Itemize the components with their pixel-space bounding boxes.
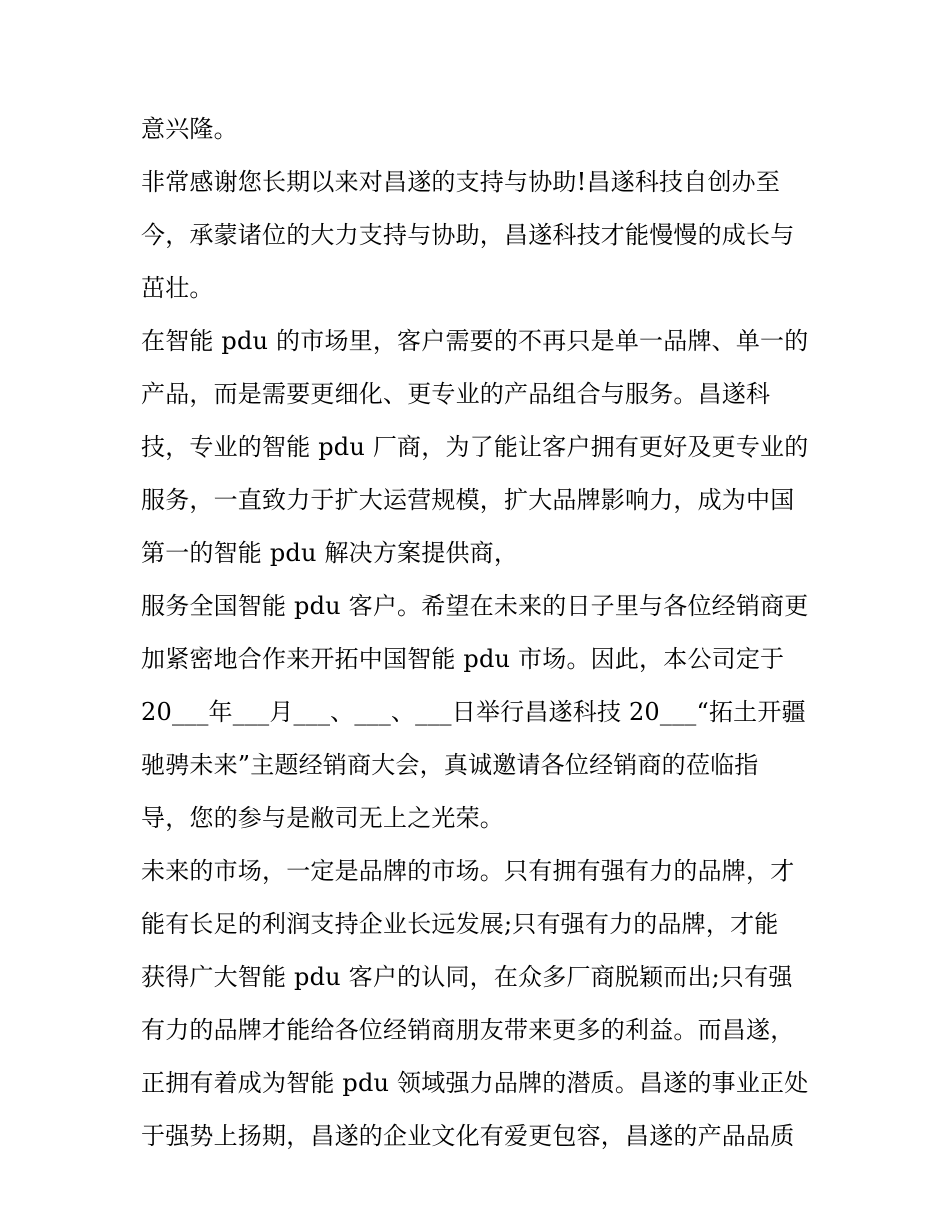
text-line: 未来的市场，一定是品牌的市场。只有拥有强有力的品牌，才 bbox=[141, 857, 795, 885]
text-line: 有力的品牌才能给各位经销商朋友带来更多的利益。而昌遂， bbox=[141, 1016, 795, 1044]
text-line: 能有长足的利润支持企业长远发展;只有强有力的品牌，才能 bbox=[141, 910, 779, 938]
text-line: 驰骋未来”主题经销商大会，真诚邀请各位经销商的莅临指 bbox=[141, 751, 759, 779]
text-line: 正拥有着成为智能 pdu 领域强力品牌的潜质。昌遂的事业正处 bbox=[141, 1069, 809, 1097]
document-page bbox=[141, 103, 821, 1163]
text-line: 第一的智能 pdu 解决方案提供商， bbox=[141, 539, 519, 567]
text-line: 于强势上扬期，昌遂的企业文化有爱更包容，昌遂的产品品质 bbox=[141, 1122, 795, 1150]
text-line: 导，您的参与是敝司无上之光荣。 bbox=[141, 804, 504, 832]
text-line: 意兴隆。 bbox=[141, 115, 238, 143]
text-line: 服务，一直致力于扩大运营规模，扩大品牌影响力，成为中国 bbox=[141, 486, 795, 514]
text-line: 今，承蒙诸位的大力支持与协助，昌遂科技才能慢慢的成长与 bbox=[141, 221, 795, 249]
text-line: 获得广大智能 pdu 客户的认同，在众多厂商脱颖而出;只有强 bbox=[141, 963, 793, 991]
text-line: 20___年___月___、___、___日举行昌遂科技 20___“拓土开疆 bbox=[141, 698, 806, 726]
text-line: 加紧密地合作来开拓中国智能 pdu 市场。因此，本公司定于 bbox=[141, 645, 785, 673]
text-line: 茁壮。 bbox=[141, 274, 214, 302]
text-line: 在智能 pdu 的市场里，客户需要的不再只是单一品牌、单一的 bbox=[141, 327, 809, 355]
text-line: 产品，而是需要更细化、更专业的产品组合与服务。昌遂科 bbox=[141, 380, 771, 408]
text-line: 技，专业的智能 pdu 厂商，为了能让客户拥有更好及更专业的 bbox=[141, 433, 809, 461]
text-line: 服务全国智能 pdu 客户。希望在未来的日子里与各位经销商更 bbox=[141, 592, 809, 620]
text-line: 非常感谢您长期以来对昌遂的支持与协助!昌遂科技自创办至 bbox=[141, 168, 781, 196]
